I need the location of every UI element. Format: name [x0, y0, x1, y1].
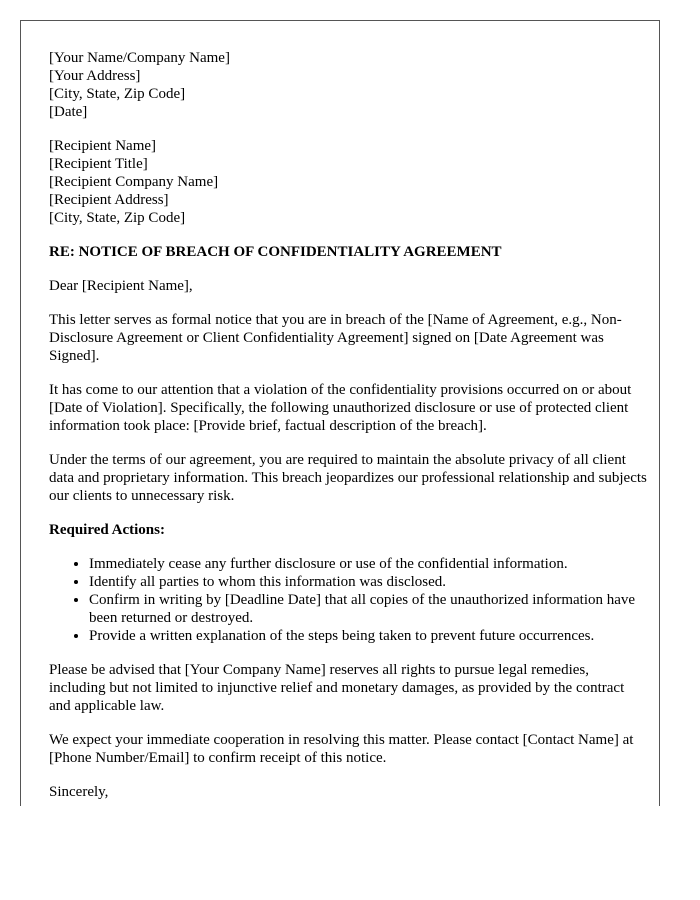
recipient-company: [Recipient Company Name] [49, 174, 219, 190]
required-actions-list [49, 555, 649, 645]
required-actions-heading: Required Actions: [49, 522, 165, 538]
body-paragraph-2: It has come to our attention that a violation of the confidentiality provisions occurred on or about [Date of Violation]. Specifically, the following unauthorized disclosure or use of protected client information took place: [Provide brief, factual description of the breach]. [49, 382, 632, 434]
list-item: • Provide a written explanation of the steps being taken to prevent future occurrences. [89, 627, 649, 645]
sender-block [49, 49, 649, 121]
sender-date: [Date] [49, 104, 88, 120]
subject-line: RE: NOTICE OF BREACH OF CONFIDENTIALITY AGREEMENT [49, 244, 502, 260]
closing-paragraph-2: We expect your immediate cooperation in resolving this matter. Please contact [Contact Name] at [Phone Number/Email] to confirm receipt of this notice. [49, 732, 634, 766]
recipient-block [49, 137, 649, 227]
sender-name: [Your Name/Company Name] [49, 50, 230, 66]
signoff: Sincerely, [49, 784, 109, 800]
recipient-city: [City, State, Zip Code] [49, 210, 186, 226]
letter-page [20, 20, 660, 806]
salutation: Dear [Recipient Name], [49, 278, 193, 294]
body-paragraph-3: Under the terms of our agreement, you are required to maintain the absolute privacy of all client data and proprietary information. This breach jeopardizes our professional relationship and subjects our clients to unnecessary risk. [49, 452, 647, 504]
list-item: • Immediately cease any further disclosure or use of the confidential information. [89, 555, 649, 573]
letter-content [49, 49, 649, 806]
recipient-name: [Recipient Name] [49, 138, 157, 154]
list-item: • Identify all parties to whom this information was disclosed. [89, 573, 649, 591]
body-paragraph-1: This letter serves as formal notice that you are in breach of the [Name of Agreement, e.g., Non-Disclosure Agreement or Client Confidentiality Agreement] signed on [Date Agreement was Signed]. [49, 312, 622, 364]
recipient-title: [Recipient Title] [49, 156, 148, 172]
sender-address: [Your Address] [49, 68, 141, 84]
closing-paragraph-1: Please be advised that [Your Company Name] reserves all rights to pursue legal remedies, including but not limited to injunctive relief and monetary damages, as provided by the contract and applicable law. [49, 662, 625, 714]
sender-city: [City, State, Zip Code] [49, 86, 186, 102]
list-item: • Confirm in writing by [Deadline Date] that all copies of the unauthorized information have been returned or destroyed. [89, 591, 649, 627]
recipient-address: [Recipient Address] [49, 192, 169, 208]
